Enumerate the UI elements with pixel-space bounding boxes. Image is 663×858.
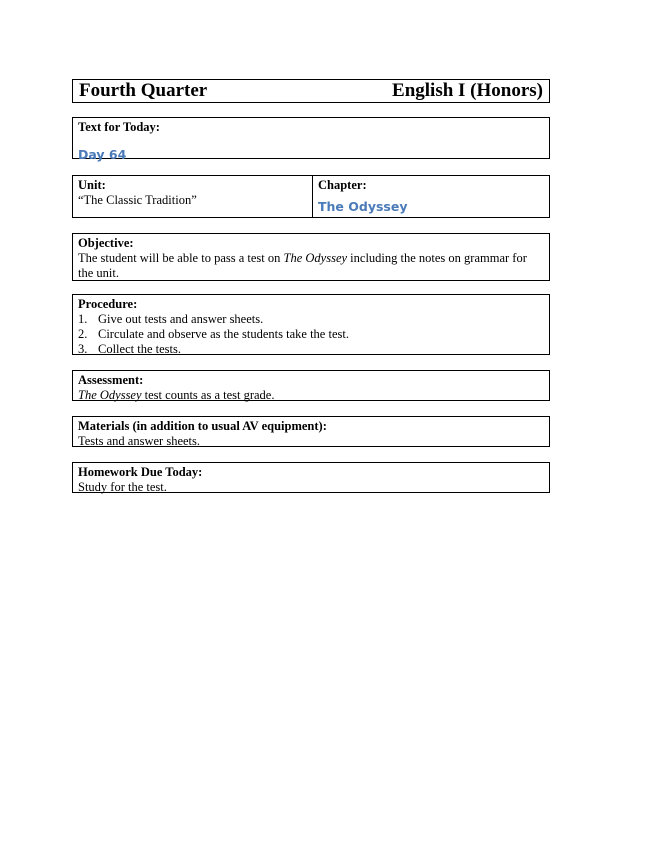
- assessment-text: [78, 388, 544, 403]
- chapter-label: Chapter:: [318, 178, 367, 192]
- procedure-step-number: 3.: [78, 342, 88, 356]
- procedure-section: [72, 294, 550, 355]
- materials-section: [72, 416, 550, 447]
- homework-section: [72, 462, 550, 493]
- materials-value: Tests and answer sheets.: [78, 434, 201, 448]
- homework-value: Study for the test.: [78, 480, 167, 494]
- chapter-cell: [313, 176, 549, 217]
- quarter-title: Fourth Quarter: [79, 80, 208, 101]
- procedure-step-text: Give out tests and answer sheets.: [98, 312, 264, 326]
- assessment-label: Assessment:: [78, 373, 144, 387]
- procedure-step-text: Collect the tests.: [98, 342, 181, 356]
- procedure-step: [78, 312, 544, 327]
- objective-book-title: The Odyssey: [283, 251, 348, 265]
- homework-label: Homework Due Today:: [78, 465, 203, 479]
- procedure-step-text: Circulate and observe as the students take the test.: [98, 327, 349, 341]
- objective-text: [78, 251, 544, 281]
- procedure-step-number: 1.: [78, 312, 88, 326]
- course-title: English I (Honors): [392, 80, 543, 101]
- procedure-step-number: 2.: [78, 327, 88, 341]
- objective-label: Objective:: [78, 236, 134, 250]
- materials-label: Materials (in addition to usual AV equipment):: [78, 419, 327, 433]
- procedure-label: Procedure:: [78, 297, 138, 311]
- procedure-list: [78, 312, 544, 357]
- objective-section: [72, 233, 550, 281]
- page-header: [72, 79, 550, 103]
- unit-label: Unit:: [78, 178, 106, 192]
- text-for-today-label: Text for Today:: [78, 120, 160, 134]
- procedure-step: [78, 342, 544, 357]
- objective-text-after: including the notes on grammar for the unit.: [78, 251, 527, 280]
- text-for-today-section: [72, 117, 550, 162]
- unit-value: “The Classic Tradition”: [78, 193, 197, 207]
- chapter-value: The Odyssey: [318, 199, 408, 214]
- assessment-book-title: The Odyssey: [78, 388, 142, 402]
- assessment-section: [72, 370, 550, 401]
- text-for-today-value: Day 64: [78, 147, 127, 162]
- procedure-step: [78, 327, 544, 342]
- unit-cell: [73, 176, 313, 217]
- objective-text-before: The student will be able to pass a test on: [78, 251, 284, 265]
- unit-chapter-section: [72, 175, 550, 218]
- assessment-text-after: test counts as a test grade.: [141, 388, 275, 402]
